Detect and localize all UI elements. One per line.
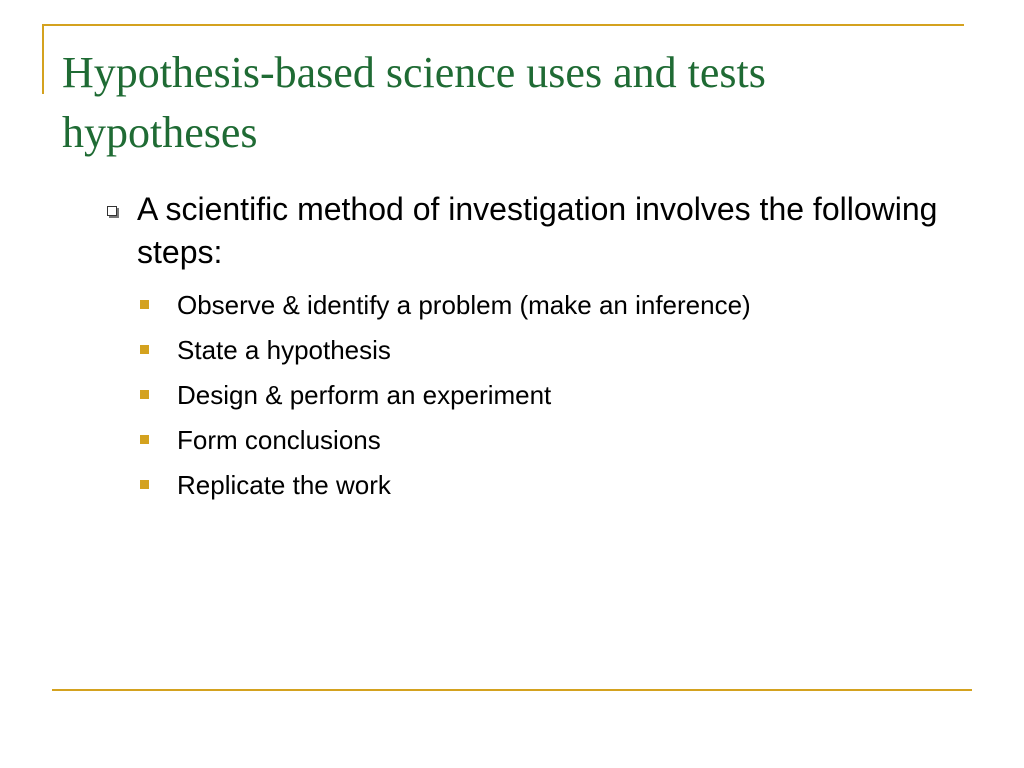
left-border-line xyxy=(42,24,44,94)
slide-title: Hypothesis-based science uses and tests hypotheses xyxy=(62,48,766,157)
step-text: Replicate the work xyxy=(177,470,391,500)
main-bullet-text: A scientific method of investigation involves the following steps: xyxy=(137,191,938,270)
step-text: Form conclusions xyxy=(177,425,381,455)
step-item xyxy=(137,335,950,366)
top-border-line xyxy=(42,24,964,26)
step-text: Design & perform an experiment xyxy=(177,380,552,410)
step-text: State a hypothesis xyxy=(177,335,391,365)
step-item xyxy=(137,380,950,411)
step-item xyxy=(137,425,950,456)
step-item xyxy=(137,290,950,321)
main-bullet xyxy=(100,188,950,274)
step-item xyxy=(137,470,950,501)
square-bullet-icon xyxy=(140,435,149,444)
square-bullet-icon xyxy=(140,480,149,489)
square-bullet-icon xyxy=(140,300,149,309)
square-bullet-icon xyxy=(140,345,149,354)
slide-content xyxy=(100,188,950,515)
steps-list xyxy=(100,290,950,501)
square-bullet-icon xyxy=(140,390,149,399)
step-text: Observe & identify a problem (make an inference) xyxy=(177,290,751,320)
bottom-border-line xyxy=(52,689,972,691)
checkbox-icon xyxy=(107,206,117,216)
